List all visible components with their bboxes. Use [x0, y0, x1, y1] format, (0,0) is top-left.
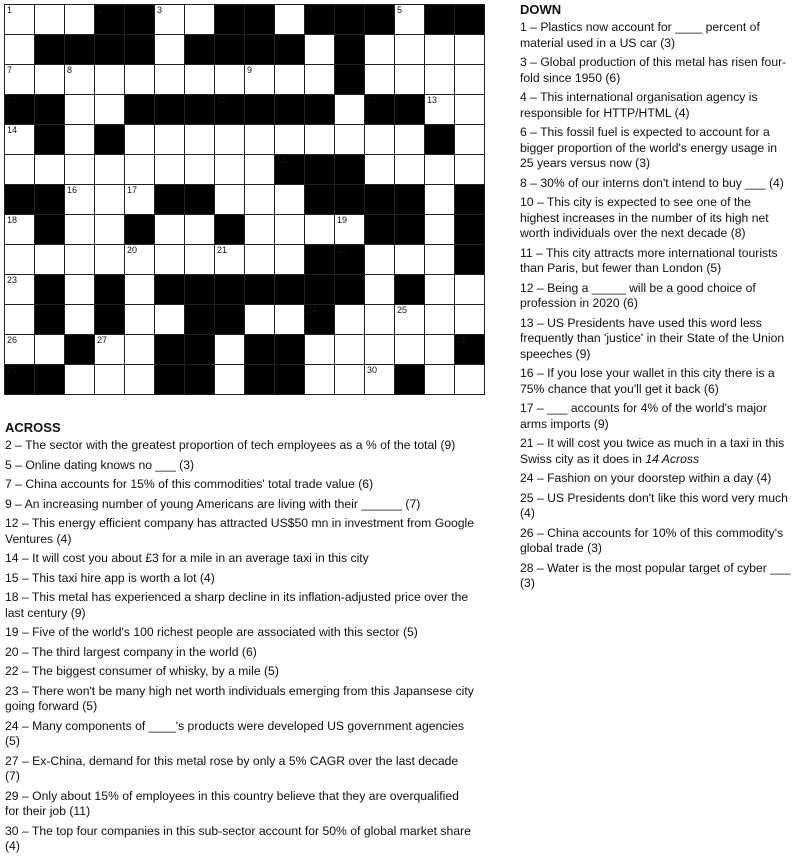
black-square [154, 334, 185, 365]
grid-cell[interactable] [94, 334, 125, 365]
grid-cell[interactable] [424, 334, 455, 365]
down-clue: 13 – US Presidents have used this word less frequently than 'justice' in their State of the Union speeches (9) [520, 315, 785, 361]
grid-cell[interactable] [124, 274, 155, 305]
black-square [274, 34, 305, 65]
grid-cell[interactable] [124, 124, 155, 155]
grid-cell[interactable] [364, 274, 395, 305]
black-square [184, 34, 215, 65]
black-square [334, 154, 365, 185]
down-clue: 8 – 30% of our interns don't intend to buy ___ (4) [520, 175, 784, 190]
grid-cell[interactable] [334, 214, 365, 245]
black-square [34, 214, 65, 245]
black-square [214, 94, 245, 125]
clue-number: 8 [67, 65, 73, 75]
clue-number: 4 [307, 5, 313, 15]
across-clue: 2 – The sector with the greatest proportion of tech employees as a % of the total (9) [5, 438, 456, 452]
grid-cell[interactable] [34, 334, 65, 365]
black-square [34, 94, 65, 125]
across-clue: 12 – This energy efficient company has attracted US$50 mn in investment from Google Ventures (4) [5, 516, 475, 546]
black-square [304, 94, 335, 125]
black-square [274, 364, 305, 395]
black-square [244, 364, 275, 395]
grid-cell[interactable] [424, 94, 455, 125]
black-square [394, 184, 425, 215]
grid-cell[interactable] [244, 214, 275, 245]
grid-cell[interactable] [64, 244, 95, 275]
black-square [364, 214, 395, 245]
across-clue: 27 – Ex-China, demand for this metal rose by only a 5% CAGR over the last decade (7) [5, 753, 459, 783]
clue-number: 18 [7, 215, 18, 225]
black-square [454, 4, 485, 35]
black-square [94, 304, 125, 335]
black-square [424, 124, 455, 155]
crossword-grid [4, 4, 484, 394]
black-square [274, 274, 305, 305]
down-clue: 1 – Plastics now account for ____ percent of material used in a US car (3) [520, 20, 760, 50]
grid-cell[interactable] [4, 4, 35, 35]
grid-cell[interactable] [304, 214, 335, 245]
grid-cell[interactable] [364, 334, 395, 365]
grid-cell[interactable] [34, 244, 65, 275]
grid-cell[interactable] [184, 214, 215, 245]
grid-cell[interactable] [394, 304, 425, 335]
grid-cell[interactable] [184, 154, 215, 185]
black-square [154, 274, 185, 305]
down-clue: 12 – Being a _____ will be a good choice of profession in 2020 (6) [520, 280, 756, 310]
black-square [454, 184, 485, 215]
clue-number: 6 [427, 5, 433, 15]
grid-cell[interactable] [424, 274, 455, 305]
grid-cell[interactable] [454, 364, 485, 395]
black-square [334, 4, 365, 35]
grid-cell[interactable] [154, 244, 185, 275]
grid-cell[interactable] [304, 364, 335, 395]
grid-cell[interactable] [154, 154, 185, 185]
grid-cell[interactable] [274, 184, 305, 215]
across-clues [5, 420, 475, 859]
down-clue: 11 – This city attracts more international tourists than Paris, but fewer than London (5) [520, 245, 778, 275]
across-clue-list [5, 438, 475, 855]
clue-number: 11 [217, 95, 227, 105]
across-clue: 7 – China accounts for 15% of this commodities' total trade value (6) [5, 477, 374, 491]
black-square [244, 274, 275, 305]
grid-cell[interactable] [364, 34, 395, 65]
black-square [334, 274, 365, 305]
clue-number: 24 [307, 305, 318, 315]
grid-cell[interactable] [34, 154, 65, 185]
down-clue: 16 – If you lose your wallet in this city there is a 75% chance that you'll get it back (6) [520, 366, 775, 396]
grid-cell[interactable] [124, 184, 155, 215]
clue-number: 15 [277, 155, 288, 165]
grid-cell[interactable] [394, 154, 425, 185]
black-square [454, 244, 485, 275]
grid-cell[interactable] [64, 4, 95, 35]
grid-cell[interactable] [394, 124, 425, 155]
grid-cell[interactable] [364, 64, 395, 95]
clue-number: 14 [7, 125, 18, 135]
grid-cell[interactable] [424, 64, 455, 95]
across-clue: 23 – There won't be many high net worth individuals emerging from this Japansese city going forward (5) [5, 683, 474, 713]
black-square [34, 274, 65, 305]
grid-cell[interactable] [214, 244, 245, 275]
clue-number: 10 [7, 95, 18, 105]
black-square [124, 214, 155, 245]
black-square [304, 184, 335, 215]
black-square [304, 4, 335, 35]
black-square [244, 334, 275, 365]
grid-cell[interactable] [454, 274, 485, 305]
grid-cell[interactable] [94, 184, 125, 215]
black-square [304, 154, 335, 185]
grid-cell[interactable] [244, 124, 275, 155]
black-square [364, 4, 395, 35]
grid-cell[interactable] [94, 64, 125, 95]
down-clue: 24 – Fashion on your doorstep within a day (4) [520, 471, 772, 485]
grid-cell[interactable] [334, 364, 365, 395]
grid-cell[interactable] [244, 184, 275, 215]
grid-cell[interactable] [244, 64, 275, 95]
black-square [424, 4, 455, 35]
grid-cell[interactable] [394, 244, 425, 275]
grid-cell[interactable] [4, 244, 35, 275]
grid-cell[interactable] [274, 4, 305, 35]
grid-cell[interactable] [154, 304, 185, 335]
grid-cell[interactable] [4, 274, 35, 305]
grid-cell[interactable] [4, 214, 35, 245]
across-clue: 30 – The top four companies in this sub-sector account for 50% of global market share (4) [5, 823, 471, 853]
grid-cell[interactable] [124, 64, 155, 95]
grid-cell[interactable] [274, 244, 305, 275]
black-square [34, 34, 65, 65]
grid-cell[interactable] [364, 304, 395, 335]
grid-cell[interactable] [64, 154, 95, 185]
grid-cell[interactable] [4, 154, 35, 185]
grid-cell[interactable] [4, 64, 35, 95]
black-square [94, 34, 125, 65]
grid-cell[interactable] [274, 124, 305, 155]
grid-cell[interactable] [394, 64, 425, 95]
grid-cell[interactable] [94, 154, 125, 185]
black-square [124, 94, 155, 125]
grid-cell[interactable] [124, 364, 155, 395]
grid-cell[interactable] [184, 4, 215, 35]
grid-cell[interactable] [334, 304, 365, 335]
black-square [94, 124, 125, 155]
grid-cell[interactable] [334, 124, 365, 155]
black-square [274, 154, 305, 185]
grid-cell[interactable] [214, 334, 245, 365]
down-clue-21: 21 – It will cost you twice as much in a taxi in this Swiss city as it does in 14 Across [520, 436, 785, 466]
down-clue: 25 – US Presidents don't like this word very much (4) [520, 490, 788, 520]
grid-cell[interactable] [154, 124, 185, 155]
down-clues [520, 2, 792, 596]
black-square [124, 4, 155, 35]
grid-cell[interactable] [154, 214, 185, 245]
down-clue: 17 – ___ accounts for 4% of the world's major arms imports (9) [520, 401, 767, 431]
grid-cell[interactable] [214, 364, 245, 395]
down-clue-list [520, 20, 792, 432]
black-square [4, 184, 35, 215]
black-square [394, 94, 425, 125]
grid-cell[interactable] [124, 154, 155, 185]
black-square [244, 94, 275, 125]
grid-cell[interactable] [304, 64, 335, 95]
down-clue: 3 – Global production of this metal has risen four-fold since 1950 (6) [520, 55, 787, 85]
grid-cell[interactable] [424, 304, 455, 335]
grid-cell[interactable] [214, 154, 245, 185]
black-square [454, 214, 485, 245]
grid-cell[interactable] [364, 124, 395, 155]
black-square [64, 34, 95, 65]
black-square [364, 94, 395, 125]
grid-cell[interactable] [184, 244, 215, 275]
grid-cell[interactable] [454, 94, 485, 125]
black-square [124, 34, 155, 65]
across-clue: 20 – The third largest company in the world (6) [5, 644, 257, 659]
grid-cell[interactable] [64, 364, 95, 395]
down-heading: DOWN [520, 2, 562, 17]
grid-cell[interactable] [64, 64, 95, 95]
grid-cell[interactable] [304, 124, 335, 155]
grid-cell[interactable] [304, 34, 335, 65]
grid-cell[interactable] [4, 334, 35, 365]
black-square [214, 34, 245, 65]
clue-number: 9 [247, 65, 253, 75]
black-square [394, 274, 425, 305]
grid-cell[interactable] [334, 334, 365, 365]
black-square [184, 304, 215, 335]
grid-cell[interactable] [154, 64, 185, 95]
clue-number: 28 [457, 335, 468, 345]
grid-cell[interactable] [94, 94, 125, 125]
black-square [94, 4, 125, 35]
clue-number: 20 [127, 245, 138, 255]
clue-number: 1 [7, 5, 13, 15]
clue-number: 3 [157, 5, 163, 15]
grid-cell[interactable] [64, 94, 95, 125]
clue-number: 29 [7, 365, 18, 375]
clue-number: 22 [337, 245, 348, 255]
grid-cell[interactable] [454, 124, 485, 155]
clue-number: 21 [217, 245, 228, 255]
across-clue: 14 – It will cost you about £3 for a mile in an average taxi in this city [5, 551, 369, 565]
grid-cell[interactable] [454, 304, 485, 335]
across-clue: 22 – The biggest consumer of whisky, by a mile (5) [5, 664, 279, 678]
grid-cell[interactable] [94, 364, 125, 395]
grid-cell[interactable] [124, 244, 155, 275]
grid-cell[interactable] [394, 34, 425, 65]
black-square [394, 364, 425, 395]
grid-cell[interactable] [244, 244, 275, 275]
black-square [34, 184, 65, 215]
grid-cell[interactable] [424, 34, 455, 65]
black-square [274, 94, 305, 125]
grid-cell[interactable] [424, 214, 455, 245]
grid-cell[interactable] [394, 4, 425, 35]
grid-cell[interactable] [124, 334, 155, 365]
grid-cell[interactable] [244, 304, 275, 335]
black-square [454, 334, 485, 365]
across-clue: 9 – An increasing number of young Americans are living with their ______ (7) [5, 496, 421, 511]
clue-number: 30 [367, 365, 378, 375]
across-clue: 5 – Online dating knows no ___ (3) [5, 457, 195, 472]
grid-cell[interactable] [274, 64, 305, 95]
black-square [184, 94, 215, 125]
grid-cell[interactable] [64, 124, 95, 155]
down-clue-list-after [520, 471, 792, 592]
clue-number: 12 [367, 95, 378, 105]
black-square [334, 64, 365, 95]
grid-cell[interactable] [424, 244, 455, 275]
down-clue: 6 – This fossil fuel is expected to account for a bigger proportion of the world's energy usage in 25 years versus now (3) [520, 125, 778, 170]
grid-cell[interactable] [64, 184, 95, 215]
grid-cell[interactable] [274, 214, 305, 245]
grid-cell[interactable] [4, 304, 35, 335]
grid-cell[interactable] [454, 154, 485, 185]
black-square [154, 184, 185, 215]
black-square [184, 364, 215, 395]
black-square [364, 184, 395, 215]
black-square [304, 244, 335, 275]
black-square [274, 334, 305, 365]
clue-number: 23 [7, 275, 18, 285]
black-square [244, 34, 275, 65]
black-square [4, 94, 35, 125]
black-square [34, 304, 65, 335]
grid-cell[interactable] [4, 34, 35, 65]
black-square [184, 184, 215, 215]
down-clue: 4 – This international organisation agency is responsible for HTTP/HTML (4) [520, 90, 758, 120]
black-square [214, 4, 245, 35]
clue-number: 13 [427, 95, 438, 105]
black-square [214, 214, 245, 245]
grid-cell[interactable] [64, 274, 95, 305]
clue-number: 26 [7, 335, 18, 345]
black-square [184, 274, 215, 305]
black-square [154, 94, 185, 125]
grid-cell[interactable] [4, 124, 35, 155]
grid-cell[interactable] [364, 154, 395, 185]
across-clue: 15 – This taxi hire app is worth a lot (4) [5, 570, 215, 585]
grid-cell[interactable] [454, 34, 485, 65]
grid-cell[interactable] [214, 184, 245, 215]
grid-cell[interactable] [454, 64, 485, 95]
black-square [94, 274, 125, 305]
grid-cell[interactable] [94, 214, 125, 245]
grid-cell[interactable] [244, 154, 275, 185]
black-square [4, 364, 35, 395]
black-square [214, 304, 245, 335]
black-square [304, 304, 335, 335]
grid-cell[interactable] [184, 124, 215, 155]
across-clue: 29 – Only about 15% of employees in this country believe that they are overqualified for their job (11) [5, 788, 459, 818]
grid-cell[interactable] [214, 64, 245, 95]
black-square [394, 214, 425, 245]
clue-number: 25 [397, 305, 408, 315]
grid-cell[interactable] [64, 304, 95, 335]
grid-cell[interactable] [154, 4, 185, 35]
clue-number: 5 [397, 5, 403, 15]
black-square [34, 124, 65, 155]
down-clue: 10 – This city is expected to see one of the highest increases in the number of its high net worth individuals over the next decade (8) [520, 195, 769, 240]
grid-cell[interactable] [424, 184, 455, 215]
grid-cell[interactable] [94, 244, 125, 275]
grid-cell[interactable] [424, 364, 455, 395]
black-square [334, 244, 365, 275]
grid-cell[interactable] [304, 334, 335, 365]
across-heading: ACROSS [5, 420, 61, 435]
grid-cell[interactable] [184, 64, 215, 95]
black-square [64, 334, 95, 365]
black-square [154, 364, 185, 395]
black-square [214, 274, 245, 305]
grid-cell[interactable] [364, 244, 395, 275]
grid-cell[interactable] [364, 364, 395, 395]
black-square [334, 184, 365, 215]
grid-cell[interactable] [154, 34, 185, 65]
across-clue: 24 – Many components of ____'s products were developed US government agencies (5) [5, 718, 464, 748]
black-square [304, 274, 335, 305]
across-clue: 18 – This metal has experienced a sharp decline in its inflation-adjusted price over the last century (9) [5, 590, 469, 620]
clue-number: 7 [7, 65, 13, 75]
grid-cell[interactable] [34, 4, 65, 35]
grid-cell[interactable] [274, 304, 305, 335]
clue-number: 19 [337, 215, 348, 225]
down-clue: 26 – China accounts for 10% of this commodity's global trade (3) [520, 525, 784, 555]
grid-cell[interactable] [214, 124, 245, 155]
grid-cell[interactable] [34, 64, 65, 95]
grid-cell[interactable] [424, 154, 455, 185]
clue-number: 2 [97, 5, 103, 15]
clue-number: 16 [67, 185, 78, 195]
black-square [244, 4, 275, 35]
black-square [334, 34, 365, 65]
black-square [184, 334, 215, 365]
clue-number: 17 [127, 185, 138, 195]
grid-cell[interactable] [334, 94, 365, 125]
grid-cell[interactable] [394, 334, 425, 365]
clue-number: 27 [97, 335, 108, 345]
across-clue: 19 – Five of the world's 100 richest people are associated with this sector (5) [5, 625, 418, 639]
grid-cell[interactable] [124, 304, 155, 335]
down-clue: 28 – Water is the most popular target of cyber ___ (3) [520, 560, 791, 590]
grid-cell[interactable] [64, 214, 95, 245]
black-square [34, 364, 65, 395]
